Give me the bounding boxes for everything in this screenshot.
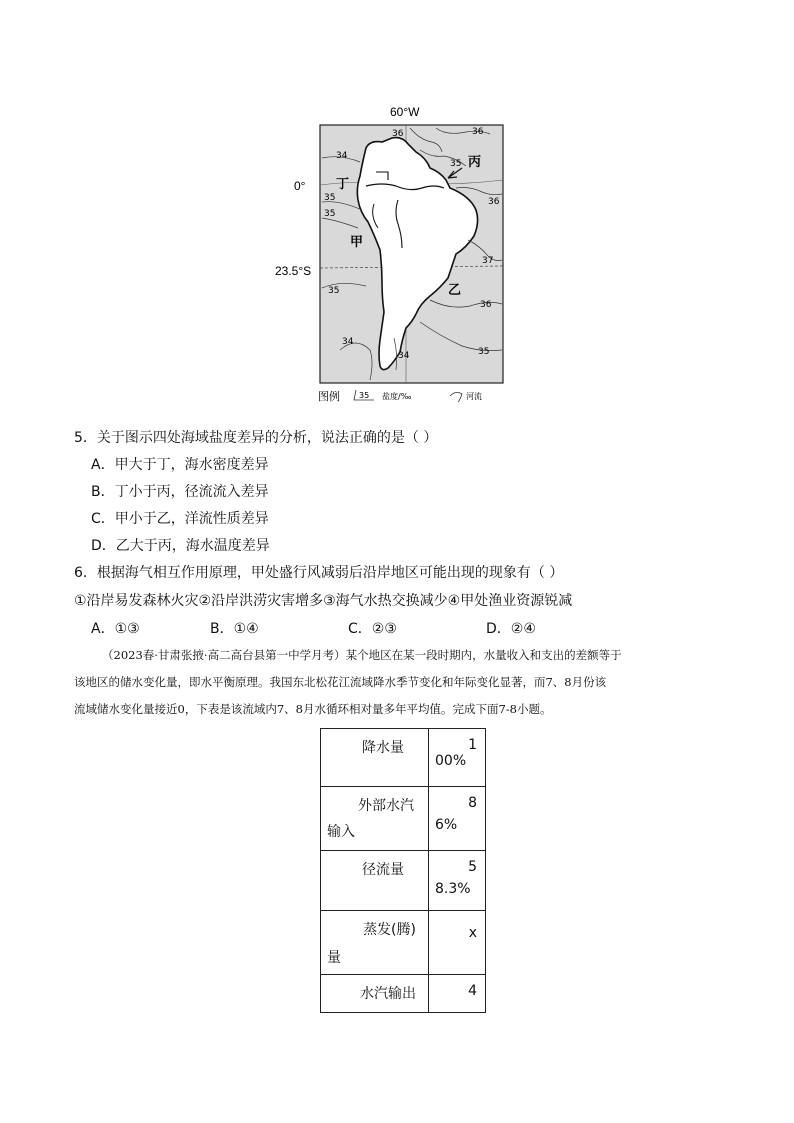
label-equator: 0° — [294, 179, 306, 193]
value-line: 5 — [468, 859, 477, 875]
label-line: 降水量 — [362, 740, 404, 756]
isohaline-value: 36 — [392, 129, 404, 139]
label-line: 蒸发(腾) — [363, 922, 416, 938]
row-value — [429, 911, 486, 975]
row-value — [429, 975, 486, 1013]
value-line: x — [468, 925, 477, 941]
label-line: 量 — [327, 950, 341, 966]
q5-option-c: C．甲小于乙，洋流性质差异 — [91, 511, 269, 527]
q5-option-d: D．乙大于丙，海水温度差异 — [91, 538, 270, 554]
legend-river-label: 河流 — [466, 392, 482, 401]
q6-statements: ①沿岸易发森林火灾②沿岸洪涝灾害增多③海气水热交换减少④甲处渔业资源锐减 — [74, 593, 573, 609]
value-line: 6% — [435, 817, 458, 833]
map-svg — [270, 100, 520, 410]
row-value — [429, 787, 486, 851]
isohaline-value: 34 — [336, 151, 348, 161]
isohaline-value: 34 — [398, 351, 410, 361]
isohaline-value: 37 — [482, 256, 494, 266]
label-line: 径流量 — [362, 862, 404, 878]
isohaline-value: 36 — [488, 197, 500, 207]
label-line: 外部水汽 — [358, 798, 414, 814]
table-row — [321, 787, 486, 851]
south-america-salinity-map — [270, 100, 520, 410]
q6-stem: 6．根据海气相互作用原理，甲处盛行风减弱后沿岸地区可能出现的现象有（ ） — [74, 565, 564, 581]
label-60w: 60°W — [390, 105, 420, 119]
row-value — [429, 851, 486, 911]
row-label — [321, 851, 429, 911]
q5-option-b: B．丁小于丙，径流流入差异 — [91, 484, 269, 500]
region-jia: 甲 — [350, 235, 364, 250]
isohaline-value: 35 — [324, 209, 336, 219]
legend-salinity-label: 盐度/‰ — [382, 392, 412, 401]
value-line: 8.3% — [435, 881, 471, 897]
isohaline-value: 36 — [480, 300, 492, 310]
label-line: 水汽输出 — [360, 986, 416, 1002]
isohaline-value: 35 — [450, 159, 462, 169]
legend-river-icon — [450, 392, 462, 402]
label-tropic: 23.5°S — [275, 264, 312, 278]
row-label — [321, 729, 429, 787]
table-row — [321, 975, 486, 1013]
q6-option-b: B．①④ — [210, 621, 259, 637]
row-label — [321, 911, 429, 975]
passage — [74, 642, 734, 723]
legend-title: 图例 — [318, 390, 340, 403]
legend-salinity-value: 35 — [359, 391, 370, 400]
row-value — [429, 729, 486, 787]
passage-line-3: 流域储水变化量接近0，下表是该流域内7、8月水循环相对量多年平均值。完成下面7-8小题。 — [74, 702, 552, 716]
region-ding: 丁 — [336, 177, 350, 192]
q6-option-d: D．②④ — [486, 621, 536, 637]
passage-line-1: （2023春·甘肃张掖·高二高台县第一中学月考）某个地区在某一段时期内，水量收入和支出的差额等于 — [102, 648, 622, 662]
isohaline-value: 35 — [324, 193, 336, 203]
isohaline-value: 35 — [328, 286, 340, 296]
water-budget-table — [320, 728, 486, 1013]
value-line: 4 — [468, 983, 477, 999]
label-line: 输入 — [327, 824, 355, 840]
table-row — [321, 911, 486, 975]
q5-option-a: A．甲大于丁，海水密度差异 — [91, 457, 269, 473]
region-bing: 丙 — [468, 155, 482, 170]
row-label — [321, 787, 429, 851]
table-row — [321, 851, 486, 911]
q5-stem: 5．关于图示四处海域盐度差异的分析，说法正确的是（ ） — [74, 430, 438, 446]
value-line: 00% — [435, 753, 467, 769]
isohaline-value: 34 — [342, 337, 354, 347]
row-label — [321, 975, 429, 1013]
passage-line-2: 该地区的储水变化量，即水平衡原理。我国东北松花江流域降水季节变化和年际变化显著，而7、8月份该 — [74, 675, 607, 689]
table-row — [321, 729, 486, 787]
isohaline-value: 35 — [478, 347, 490, 357]
value-line: 1 — [468, 737, 477, 753]
q6-option-c: C．②③ — [348, 621, 397, 637]
value-line: 8 — [468, 795, 477, 811]
isohaline-value: 36 — [472, 127, 484, 137]
q6-option-a: A．①③ — [91, 621, 140, 637]
region-yi: 乙 — [448, 283, 462, 298]
